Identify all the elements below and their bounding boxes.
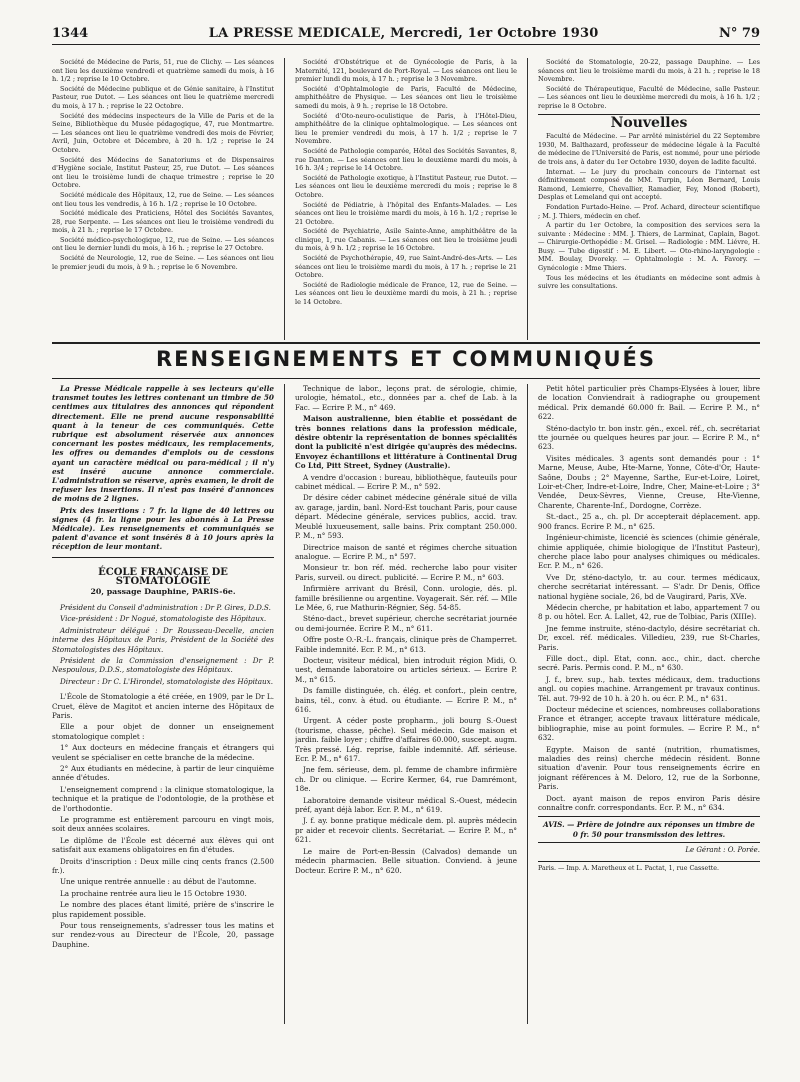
society-entry: Société de Psychothérapie, 49, rue Saint-André-des-Arts. — Les séances ont lieu le troisième mardi du mois, à 17 h. ; reprise le 21 Octobre. <box>295 254 517 280</box>
classified-ad: Maison australienne, bien établie et possédant de très bonnes relations dans la profession médicale, désire obtenir la représentation de bonnes spécialités dont la publicité n'est dirigée qu'auprès des médecins. Envoyez échantillons et littérature à Continental Drug Co Ltd, Pitt Street, Sydney (Australie). <box>295 414 517 471</box>
classified-ad: J. f. ay. bonne pratique médicale dem. pl. auprès médecin pr aider et recevoir clients. Secrétariat. — Ecrire P. M., n° 621. <box>295 816 517 845</box>
society-entry: Société de Médecine publique et de Génie sanitaire, à l'Institut Pasteur, rue Dutot. — Les séances ont lieu le quatrième mercredi du mois, à 17 h. ; reprise le 22 Octobre. <box>52 84 274 110</box>
classified-ad: Directrice maison de santé et régimes cherche situation analogue. — Ecrire P. M., n° 597. <box>295 542 517 561</box>
printer-line: Paris. — Imp. A. Maretheux et L. Pactat, 1, rue Cassette. <box>538 861 760 873</box>
classified-ad: Docteur, visiteur médical, bien introduit région Midi, O. uest, demande laboratoire ou articles sérieux. — Ecrire P. M., n° 615. <box>295 655 517 684</box>
news-item: A partir du 1er Octobre, la composition des services sera la suivante : Médecine : MM. J. Thiers, de Larminat, Caplain, Bagot. — Chirurgie-Orthopédie : M. Grisel. — Radiologie : MM. Liévre, H. Busy. — Tube digestif : M. E. Libert. — Oto-rhino-laryngologie : MM. Boulay, Dvoreky. — Ophtalmologie : M. A. Favory. — Gynécologie : Mme Thiers. <box>538 221 760 273</box>
societies-column-3 <box>538 58 760 340</box>
column-divider <box>527 384 528 1024</box>
ecole-paragraph: La prochaine rentrée aura lieu le 15 Octobre 1930. <box>60 888 247 898</box>
page-number: 1344 <box>52 26 89 41</box>
nouvelles-heading: Nouvelles <box>538 114 760 128</box>
ecole-paragraph: L'École de Stomatologie a été créée, en 1909, par le Dr L. Cruet, élève de Magitot et ancien interne des Hôpitaux de Paris. <box>52 692 274 720</box>
classified-ad: Egypte. Maison de santé (nutrition, rhumatismes, maladies des reins) cherche médecin résident. Bonne situation d'avenir. Pour tous renseignements écrire en joignant références à M. Deloro, 12, rue de la Sorbonne, Paris. <box>538 744 760 792</box>
societies-section <box>52 58 760 340</box>
communiques-column-3 <box>538 384 760 1024</box>
ecole-paragraph: Le diplôme de l'École est décerné aux élèves qui ont satisfait aux examens obligatoires en fin d'études. <box>52 835 274 855</box>
ecole-paragraph: Pour tous renseignements, s'adresser tous les matins et sur rendez-vous au Directeur de l'École, 20, passage Dauphine. <box>52 921 274 949</box>
society-entry: Société des médecins inspecteurs de la Ville de Paris et de la Seine, Bibliothèque du Musée pédagogique, 47, rue Montmartre. — Les séances ont lieu le quatrième vendredi des mois de Février, Avril, Juin, Octobre et Décembre, à 20 h. 1/2 ; reprise le 24 Octobre. <box>52 111 274 154</box>
section-title: RENSEIGNEMENTS ET COMMUNIQUÉS <box>156 347 656 371</box>
society-entry: Société d'Obstétrique et de Gynécologie de Paris, à la Maternité, 121, boulevard de Port-Royal. — Les séances ont lieu le premier lundi du mois, à 17 h. ; reprise le 3 Novembre. <box>295 58 517 84</box>
ecole-staff: Administrateur délégué : Dr Rousseau-Decelle, ancien interne des Hôpitaux de Paris, Président de la Société des Stomatologistes des Hôpitaux. <box>52 625 274 654</box>
classified-ad: Le maire de Port-en-Bessin (Calvados) demande un médecin pharmacien. Belle situation. Conviend. à jeune Docteur. Ecrire P. M., n° 620. <box>295 846 517 875</box>
classified-ad: Ds famille distinguée, ch. élég. et confort., plein centre, bains, tél., conv. à étud. ou étudiante. — Ecrire P. M., n° 616. <box>295 686 517 714</box>
society-entry: Société médicale des Praticiens, Hôtel des Sociétés Savantes, 28, rue Serpente. — Les séances ont lieu le troisième vendredi du mois, à 21 h. ; reprise le 17 Octobre. <box>52 209 274 235</box>
society-entry: Société d'Ophtalmologie de Paris, Faculté de Médecine, amphithéâtre de Physique. — Les séances ont lieu le troisième samedi du mois, à 9 h. ; reprise le 18 Octobre. <box>295 84 517 110</box>
classified-ad: Dr désire céder cabinet médecine générale situé de villa av. garage, jardin, banl. Nord-Est touchant Paris, pour cause départ. Médecine générale, services publics, accid. trav. Meublé luxueusement, salle bains. Prix comptant 250.000. P. M., n° 593. <box>295 493 517 541</box>
ecole-address: 20, passage Dauphine, PARIS-6e. <box>90 587 236 597</box>
classified-ad: Petit hôtel particulier près Champs-Elysées à louer, libre de location Conviendrait à radiographe ou groupement médical. Prix demandé 60.000 fr. Bail. — Ecrire P. M., n° 622. <box>538 384 760 422</box>
society-entry: Société de Neurologie, 12, rue de Seine. — Les séances ont lieu le premier jeudi du mois, à 9 h. ; reprise le 6 Novembre. <box>52 254 274 271</box>
classified-ad: Doct. ayant maison de repos environ Paris désire connaître confr. correspondants. Ecr. P. M., n° 634. <box>538 793 760 813</box>
classified-ad: Laboratoire demande visiteur médical S.-Ouest, médecin préf, ayant déjà labor. Ecr. P. M., n° 619. <box>295 795 517 815</box>
ecole-paragraph: Le programme est entièrement parcouru en vingt mois, soit deux années scolaires. <box>52 815 274 834</box>
classified-ad: Jne fem. sérieuse, dem. pl. femme de chambre infirmière ch. Dr ou clinique. — Ecrire Kermer, 64, rue Damrémont, 18e. <box>295 765 517 794</box>
communiques-section <box>52 384 760 1024</box>
societies-column-2 <box>295 58 517 340</box>
news-item: Fondation Furtado-Heine. — Prof. Achard, directeur scientifique ; M. J. Thiers, médecin en chef. <box>538 202 760 220</box>
intro-prix: Prix des insertions : 7 fr. la ligne de 40 lettres ou signes (4 fr. la ligne pour les abonnés à La Presse Médicale). Les renseignements et communiqués se paient d'avance et sont insérés 8 à 10 jours après la réception de leur montant. <box>52 505 274 552</box>
society-entry: Société médicale des Hôpitaux, 12, rue de Seine. — Les séances ont lieu tous les vendredis, à 16 h. 1/2 ; reprise le 10 Octobre. <box>52 190 274 208</box>
society-entry: Société médico-psychologique, 12, rue de Seine. — Les séances ont lieu le dernier lundi du mois, à 16 h. ; reprise le 27 Octobre. <box>52 235 274 253</box>
gerant-line: Le Gérant : O. Porée. <box>685 846 760 855</box>
classified-ad: A vendre d'occasion : bureau, bibliothèque, fauteuils pour cabinet médical. — Ecrire P. M., n° 592. <box>295 472 517 492</box>
column-divider <box>284 58 285 340</box>
society-entry: Société de Pédiatrie, à l'hôpital des Enfants-Malades. — Les séances ont lieu le troisième mardi du mois, à 16 h. 1/2 ; reprise le 21 Octobre. <box>295 200 517 226</box>
ecole-paragraph: Le nombre des places étant limité, prière de s'inscrire le plus rapidement possible. <box>52 900 274 919</box>
page-header <box>52 26 760 45</box>
ecole-staff: Vice-président : Dr Nogué, stomatologiste des Hôpitaux. <box>60 614 267 624</box>
classified-ad: Fille doct., dipl. Etat, conn. acc., chir., dact. cherche secré. Paris. Permis cond. P. M., n° 630. <box>538 653 760 673</box>
societies-column-1 <box>52 58 274 340</box>
classified-ad: Urgent. A céder poste propharm., joli bourg S.-Ouest (tourisme, chasse, pêche). Seul médecin. Gde maison et jardin. faible loyer ; chiffre d'affaires 60.000, suscept. augm. Très pressé. Lég. reprise, faible indemnité. Aff. sérieuse. Ecr. P. M., n° 617. <box>295 716 517 764</box>
avis-notice: AVIS. — Prière de joindre aux réponses un timbre de 0 fr. 50 pour transmission des lettres. <box>538 816 760 843</box>
news-item: Tous les médecins et les étudiants en médecine sont admis à suivre les consultations. <box>538 273 760 291</box>
classified-ad: Jne femme instruite, sténo-dactylo, désire secrétariat ch. Dr, excel. réf. médicales. Villedieu, 239, rue St-Charles, Paris. <box>538 623 760 652</box>
ecole-paragraph: L'enseignement comprend : la clinique stomatologique, la technique et la pratique de l'odontologie, de la prothèse et de l'orthodontie. <box>52 784 274 813</box>
ecole-staff: Directeur : Dr C. L'Hirondel, stomatologiste des Hôpitaux. <box>60 676 274 686</box>
issue-number: N° 79 <box>719 26 760 41</box>
news-item: Faculté de Médecine. — Par arrêté ministériel du 22 Septembre 1930, M. Balthazard, professeur de médecine légale à la Faculté de médecine de l'Université de Paris, est nommé, pour une période de trois ans, à dater du 1er Octobre 1930, doyen de ladite faculté. <box>538 132 760 166</box>
column-divider <box>527 58 528 340</box>
classified-ad: Visites médicales. 3 agents sont demandés pour : 1° Marne, Meuse, Aube, Hte-Marne, Yonne, Côte-d'Or, Haute-Saône, Doubs ; 2° Mayenne, Sarthe, Eur-et-Loire, Loiret, Loir-et-Cher, Indre-et-Loire, Indre, Cher, Maine-et-Loire ; 3° Vendée, Deux-Sèvres, Vienne, Creuse, Hte-Vienne, Charente, Charente-Inf., Dordogne, Corrèze. <box>538 453 760 510</box>
section-rule-top <box>52 342 760 344</box>
classified-ad: Infirmière arrivant du Brésil, Conn. urologie, dés. pl. famille brésilienne ou argentine. Voyagerait. Sér. réf. — Mlle Le Mée, 6, rue Mathurin-Régnier, Ség. 54-85. <box>295 584 517 612</box>
classified-ad: St.-dact., 25 a., ch. pl. Dr accepterait déplacement. app. 900 francs. Ecrire P. M., n° 625. <box>538 512 760 531</box>
society-entry: Société de Médecine de Paris, 51, rue de Clichy. — Les séances ont lieu les deuxième vendredi et quatrième samedi du mois, à 16 h. 1/2 ; reprise le 10 Octobre. <box>52 58 274 84</box>
classified-ad: Offre poste O.-R.-L. français, clinique près de Champerret. Faible indemnité. Ecr. P. M., n° 613. <box>295 635 517 654</box>
classified-ad: J. f., brev. sup., hab. textes médicaux, dem. traductions angl. ou copies machine. Arrangement pr travaux continus. Tél. aut. 79-92 de 10 h. à 20 h. ou écr. P. M., n° 631. <box>538 674 760 703</box>
ecole-paragraph: Une unique rentrée annuelle : au début de l'automne. <box>60 877 257 887</box>
classified-ad: Ingénieur-chimiste, licencié ès sciences (chimie générale, chimie appliquée, chimie biologique de l'Institut Pasteur), cherche place labo pour analyses chimiques ou médicales. Ecr. P. M., n° 626. <box>538 533 760 571</box>
society-entry: Société d'Oto-neuro-oculistique de Paris, à l'Hôtel-Dieu, amphithéâtre de la clinique ophtalmologique. — Les séances ont lieu le premier vendredi du mois, à 17 h. 1/2 ; reprise le 7 Novembre. <box>295 111 517 146</box>
ecole-paragraph: Droits d'inscription : Deux mille cinq cents francs (2.500 fr.). <box>52 856 274 876</box>
communiques-column-1 <box>52 384 274 1024</box>
intro-box <box>52 384 274 558</box>
intro-text: La Presse Médicale rappelle à ses lecteurs qu'elle transmet toutes les lettres contenant un timbre de 50 centimes aux titulaires des annonces qui répondent directement. Elle ne prend aucune responsabilité quant à la teneur de ces communiqués. Cette rubrique est absolument réservée aux annonces concernant les postes médicaux, les remplacements, les offres ou demandes d'emplois ou de cessions ayant un caractère médical ou para-médical ; il n'y est inséré aucune annonce commerciale. L'administration se réserve, après examen, le droit de refuser les insertions. Il n'est pas inséré d'annonces de moins de 2 lignes. <box>52 384 274 504</box>
classified-ad: Monsieur tr. bon réf. méd. recherche labo pour visiter Paris, surveil. ou direct. publicité. — Ecrire P. M., n° 603. <box>295 563 517 582</box>
journal-title: LA PRESSE MEDICALE, Mercredi, 1er Octobre 1930 <box>208 26 599 41</box>
communiques-column-2 <box>295 384 517 1024</box>
ecole-staff: Président du Conseil d'administration : Dr P. Gires, D.D.S. <box>60 602 271 612</box>
classified-ad: Docteur médecine et sciences, nombreuses collaborations France et étranger, accepte travaux littérature médicale, bibliographie, mise au point formules. — Ecrire P. M., n° 632. <box>538 705 760 743</box>
ecole-title: ÉCOLE FRANÇAISE DE STOMATOLOGIE <box>98 566 228 588</box>
society-entry: Société de Pathologie comparée, Hôtel des Sociétés Savantes, 8, rue Danton. — Les séances ont lieu le deuxième mardi du mois, à 16 h. 3/4 ; reprise le 14 Octobre. <box>295 146 517 173</box>
ecole-paragraph: 1° Aux docteurs en médecine français et étrangers qui veulent se spécialiser en cette branche de la médecine. <box>52 743 274 762</box>
classified-ad: Sténo-dact., brevet supérieur, cherche secrétariat journée ou demi-journée. Ecrire P. M., n° 611. <box>295 614 517 633</box>
society-entry: Société de Psychiatrie, Asile Sainte-Anne, amphithéâtre de la clinique, 1, rue Cabanis. — Les séances ont lieu le troisième jeudi du mois, à 9 h. 1/2 ; reprise le 16 Octobre. <box>295 227 517 253</box>
classified-ad: Technique de labor., leçons prat. de sérologie, chimie, urologie, hématol., etc., données par a. chef de Lab. à la Fac. — Ecrire P. M., n° 469. <box>295 384 517 412</box>
society-entry: Société de Radiologie médicale de France, 12, rue de Seine. — Les séances ont lieu le deuxième mardi du mois, à 21 h. ; reprise le 14 Octobre. <box>295 280 517 307</box>
news-item: Internat. — Le jury du prochain concours de l'internat est définitivement composé de MM. Turpin, Léon Bernard, Louis Ramond, Lemierre, Chevallier, Ramadier, Fey, Monod (Robert), Desplas et Lemeland qui ont accepté. <box>538 167 760 202</box>
ecole-paragraph: Elle a pour objet de donner un enseignement stomatologique complet : <box>52 722 274 741</box>
classified-ad: Vve Dr, sténo-dactylo, tr. au cour. termes médicaux, cherche secrétariat intéressant. — S'adr. Dr Denis, Office national hygiène sociale, 26, bd de Vaugirard, Paris, XVe. <box>538 572 760 601</box>
column-divider <box>284 384 285 1024</box>
society-entry: Société de Thérapeutique, Faculté de Médecine, salle Pasteur. — Les séances ont lieu le deuxième mercredi du mois, à 16 h. 1/2 ; reprise le 8 Octobre. <box>538 84 760 110</box>
society-entry: Société des Médecins de Sanatoriums et de Dispensaires d'Hygiène sociale, Institut Pasteur, 25, rue Dutot. — Les séances ont lieu le troisième lundi de chaque trimestre ; reprise le 20 Octobre. <box>52 155 274 190</box>
society-entry: Société de Pathologie exotique, à l'Institut Pasteur, rue Dutot. — Les séances ont lieu le deuxième mercredi du mois ; reprise le 8 Octobre. <box>295 173 517 199</box>
classified-ad: Sténo-dactylo tr. bon instr. gén., excel. réf., ch. secrétariat tte journée ou quelques heures par jour. — Ecrire P. M., n° 623. <box>538 423 760 452</box>
society-entry: Société de Stomatologie, 20-22, passage Dauphine. — Les séances ont lieu le troisième mardi du mois, à 21 h. ; reprise le 18 Novembre. <box>538 58 760 84</box>
ecole-staff: Président de la Commission d'enseignement : Dr P. Nespoulous, D.D.S., stomatologiste des Hôpitaux. <box>52 655 274 675</box>
ecole-paragraph: 2° Aux étudiants en médecine, à partir de leur cinquième année d'études. <box>52 763 274 783</box>
section-rule-bottom <box>52 378 760 379</box>
classified-ad: Médecin cherche, pr habitation et labo, appartement 7 ou 8 p. ou hôtel. Ecr. A. Lallet, 42, rue de Tolbiac, Paris (XIIIe). <box>538 602 760 622</box>
